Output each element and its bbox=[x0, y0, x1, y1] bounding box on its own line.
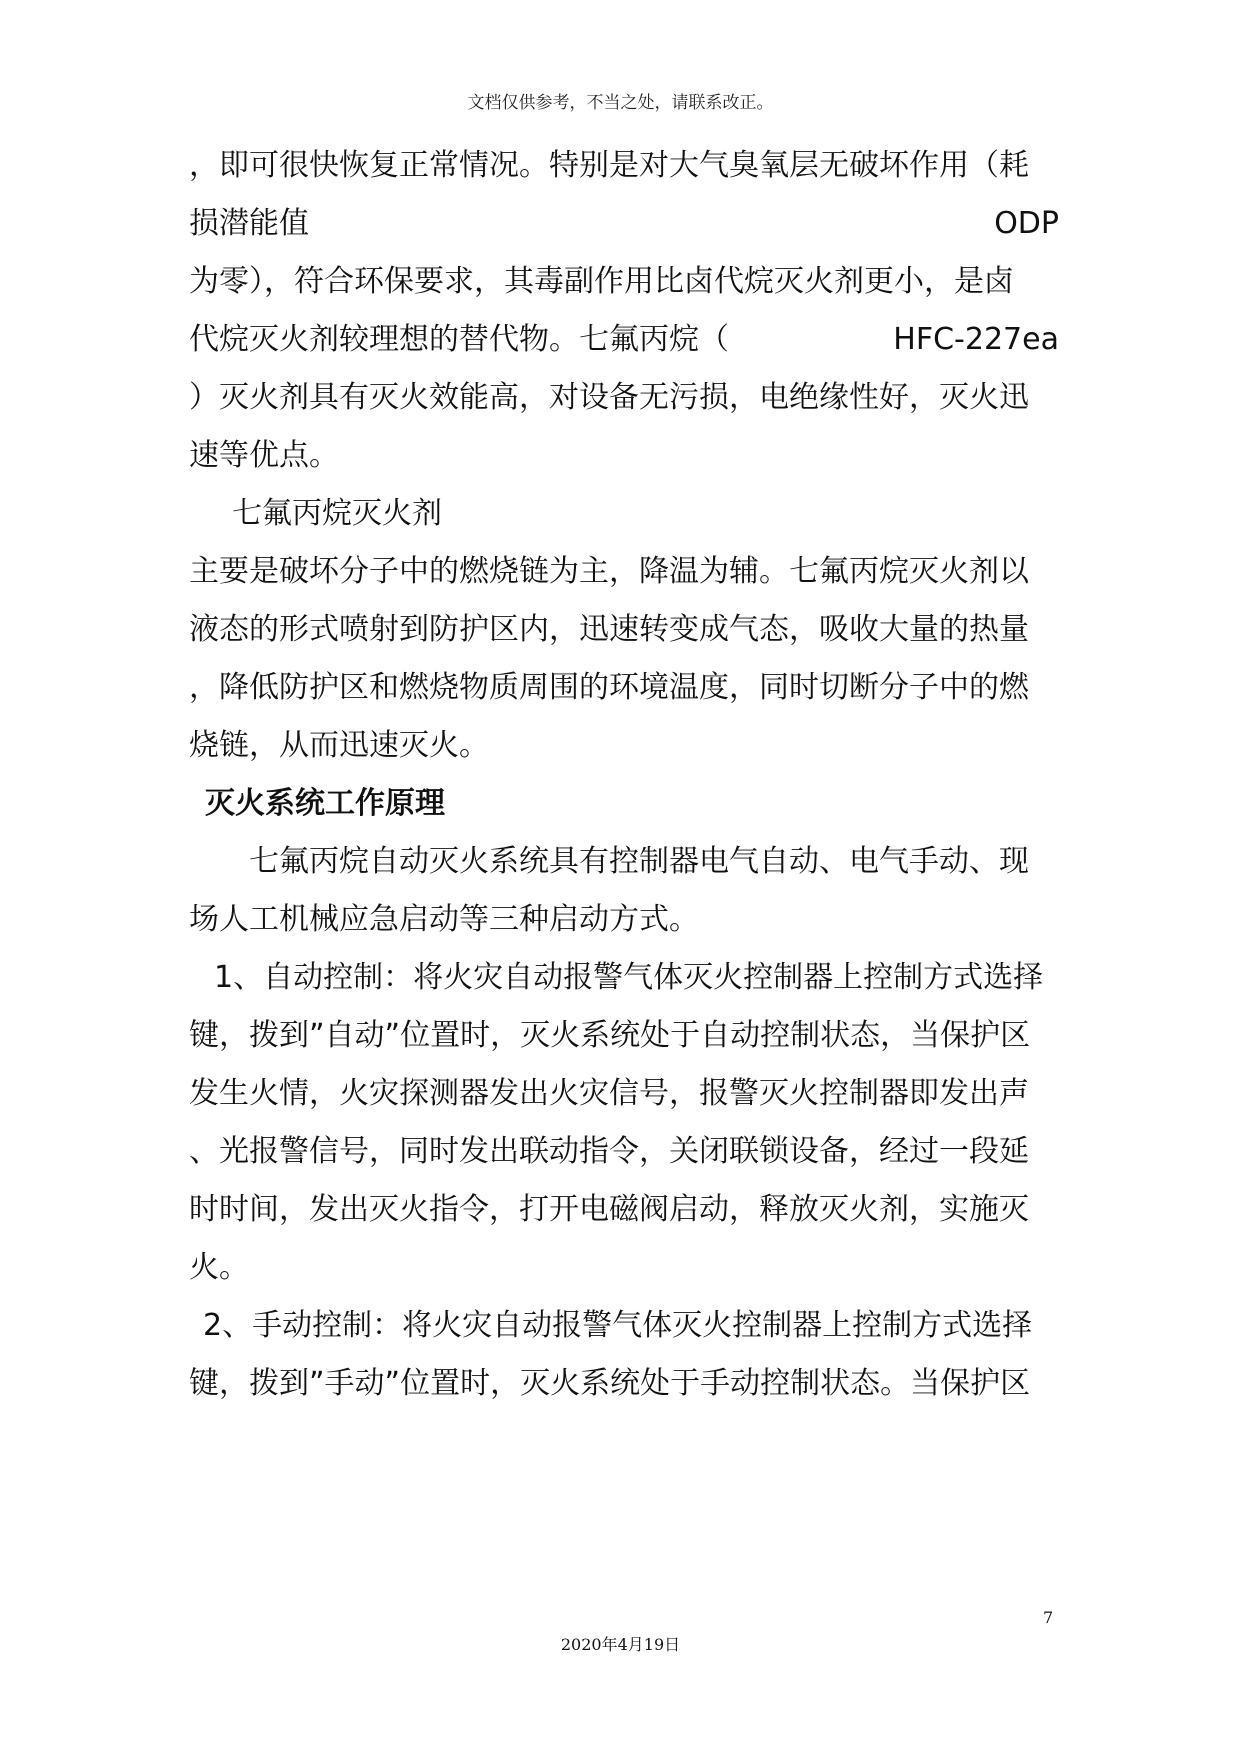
body-line: 场人工机械应急启动等三种启动方式。 bbox=[189, 902, 699, 937]
body-line: ）灭火剂具有灭火效能高，对设备无污损，电绝缘性好，灭火迅 bbox=[189, 380, 1029, 415]
body-line: ，降低防护区和燃烧物质周围的环境温度，同时切断分子中的燃 bbox=[189, 670, 1029, 705]
line-term: HFC-227ea bbox=[893, 322, 1059, 357]
body-line: 键，拨到”手动”位置时，灭火系统处于手动控制状态。当保护区 bbox=[189, 1366, 1031, 1401]
body-line: 液态的形式喷射到防护区内，迅速转变成气态，吸收大量的热量 bbox=[189, 612, 1029, 647]
body-line bbox=[189, 320, 1059, 360]
page-header: 文档仅供参考，不当之处，请联系改正。 bbox=[467, 93, 774, 113]
body-line: 主要是破坏分子中的燃烧链为主，降温为辅。七氟丙烷灭火剂以 bbox=[189, 554, 1029, 589]
line-term: ODP bbox=[994, 206, 1059, 241]
footer-date: 2020年4月19日 bbox=[560, 1635, 681, 1654]
list-item: 2、手动控制：将火灾自动报警气体灭火控制器上控制方式选择 bbox=[203, 1308, 1033, 1343]
body-line: 烧链，从而迅速灭火。 bbox=[189, 728, 489, 763]
body-line: 火。 bbox=[189, 1250, 249, 1285]
list-item: 1、自动控制：将火灾自动报警气体灭火控制器上控制方式选择 bbox=[214, 960, 1044, 995]
line-text: 代烷灭火剂较理想的替代物。七氟丙烷（ bbox=[189, 322, 729, 357]
body-line: 发生火情，火灾探测器发出火灾信号，报警灭火控制器即发出声 bbox=[189, 1076, 1029, 1111]
body-line: 键，拨到”自动”位置时，灭火系统处于自动控制状态，当保护区 bbox=[189, 1018, 1031, 1053]
body-line: ，即可很快恢复正常情况。特别是对大气臭氧层无破坏作用（耗 bbox=[189, 148, 1029, 183]
body-line: 速等优点。 bbox=[189, 438, 339, 473]
body-line: 为零），符合环保要求，其毒副作用比卤代烷灭火剂更小，是卤 bbox=[189, 264, 1014, 299]
body-line: 时时间，发出灭火指令，打开电磁阀启动，释放灭火剂，实施灭 bbox=[189, 1192, 1029, 1227]
body-line: 、光报警信号，同时发出联动指令，关闭联锁设备，经过一段延 bbox=[189, 1134, 1029, 1169]
line-text: 损潜能值 bbox=[189, 206, 309, 241]
page-number: 7 bbox=[1043, 1608, 1054, 1627]
body-line: 七氟丙烷自动灭火系统具有控制器电气自动、电气手动、现 bbox=[249, 844, 1029, 879]
body-line bbox=[189, 204, 1059, 244]
subheading: 七氟丙烷灭火剂 bbox=[232, 496, 442, 531]
section-heading: 灭火系统工作原理 bbox=[205, 786, 445, 821]
